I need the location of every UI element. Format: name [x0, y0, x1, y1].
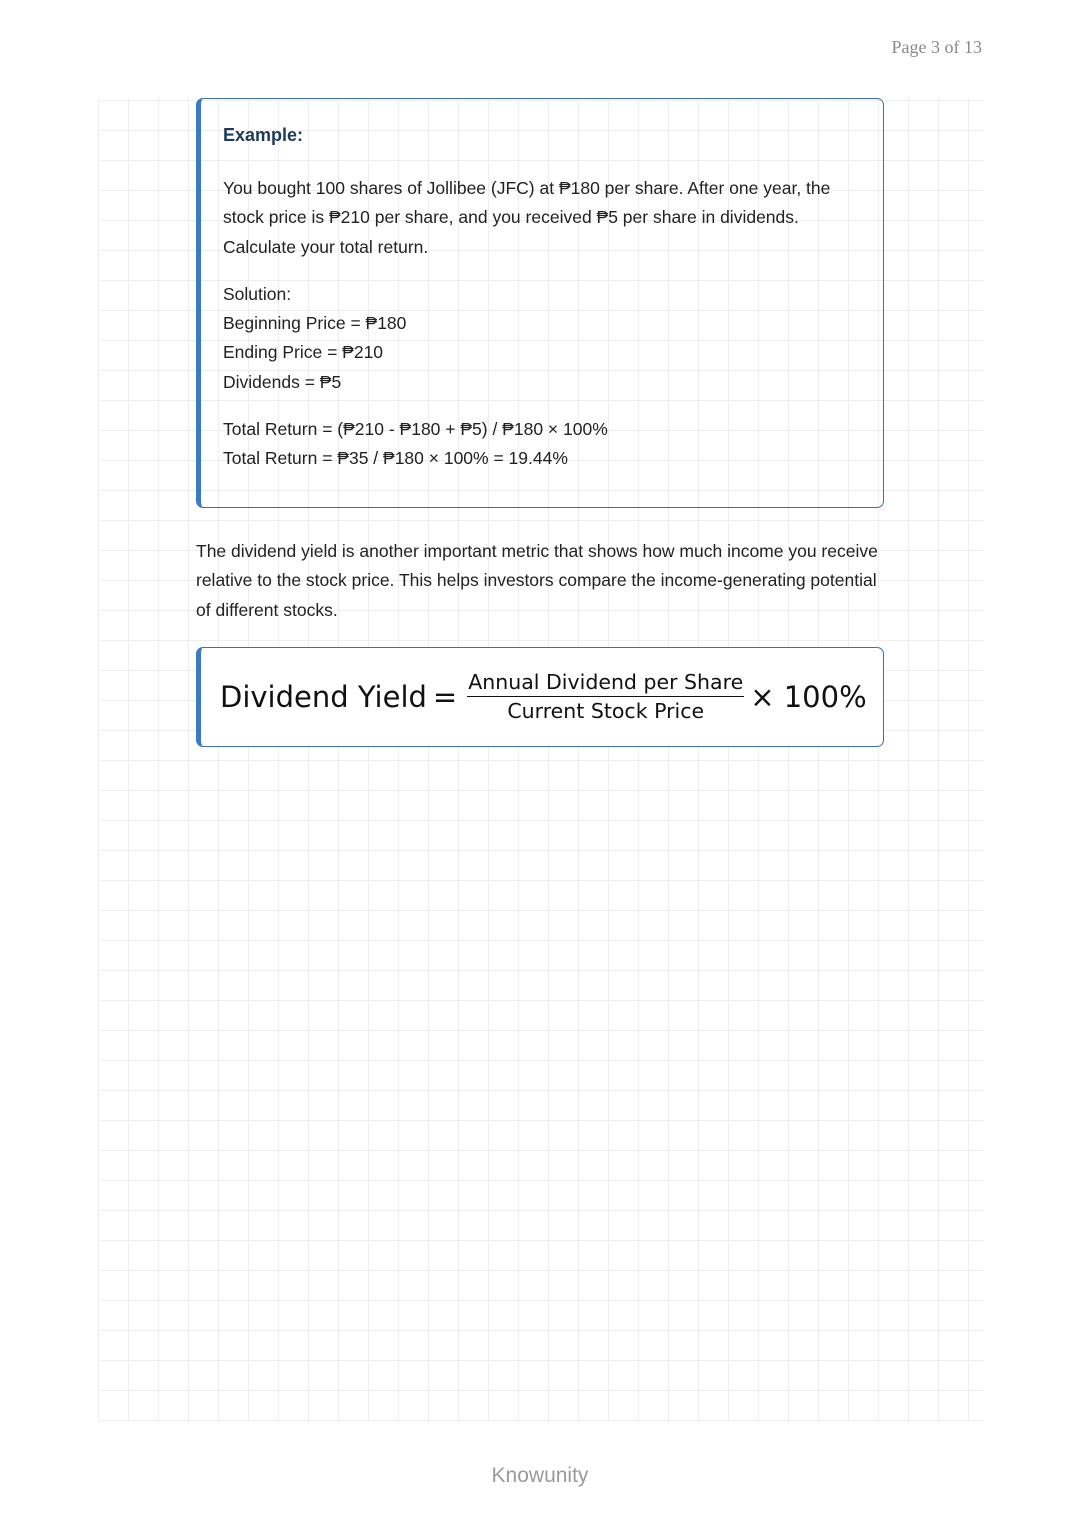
dividend-yield-paragraph: The dividend yield is another important metric that shows how much income you receive relative to the stock price. This helps investors compare the income-generating potential of different stocks.: [196, 541, 878, 620]
example-problem: [223, 174, 859, 262]
formula-rhs: × 100%: [750, 679, 867, 714]
given-beginning-price: Beginning Price = ₱180: [223, 313, 407, 334]
problem-line: stock price is ₱210 per share, and you received ₱5 per share in dividends.: [223, 207, 799, 228]
calculation-step: Total Return = ₱35 / ₱180 × 100% = 19.44%: [223, 448, 568, 469]
calculation-step: Total Return = (₱210 - ₱180 + ₱5) / ₱180 × 100%: [223, 419, 608, 440]
example-callout-box: [196, 98, 884, 508]
formula-box: [196, 647, 884, 747]
formula-lhs: Dividend Yield: [220, 679, 427, 714]
example-title: Example:: [223, 125, 304, 145]
formula-denominator: Current Stock Price: [507, 699, 705, 724]
footer-brand: Knowunity: [491, 1464, 589, 1487]
page-content: [196, 98, 884, 747]
formula-numerator: Annual Dividend per Share: [467, 669, 744, 697]
problem-line: You bought 100 shares of Jollibee (JFC) at ₱180 per share. After one year, the: [223, 178, 831, 198]
problem-line: Calculate your total return.: [223, 236, 429, 257]
solution-block: [223, 280, 859, 397]
given-ending-price: Ending Price = ₱210: [223, 342, 384, 363]
formula-fraction: [467, 669, 744, 724]
page-indicator: Page 3 of 13: [891, 37, 982, 57]
calculation-steps: [223, 415, 859, 474]
formula-equals: =: [432, 679, 458, 714]
given-dividends: Dividends = ₱5: [223, 371, 342, 392]
solution-label: Solution:: [223, 283, 292, 304]
